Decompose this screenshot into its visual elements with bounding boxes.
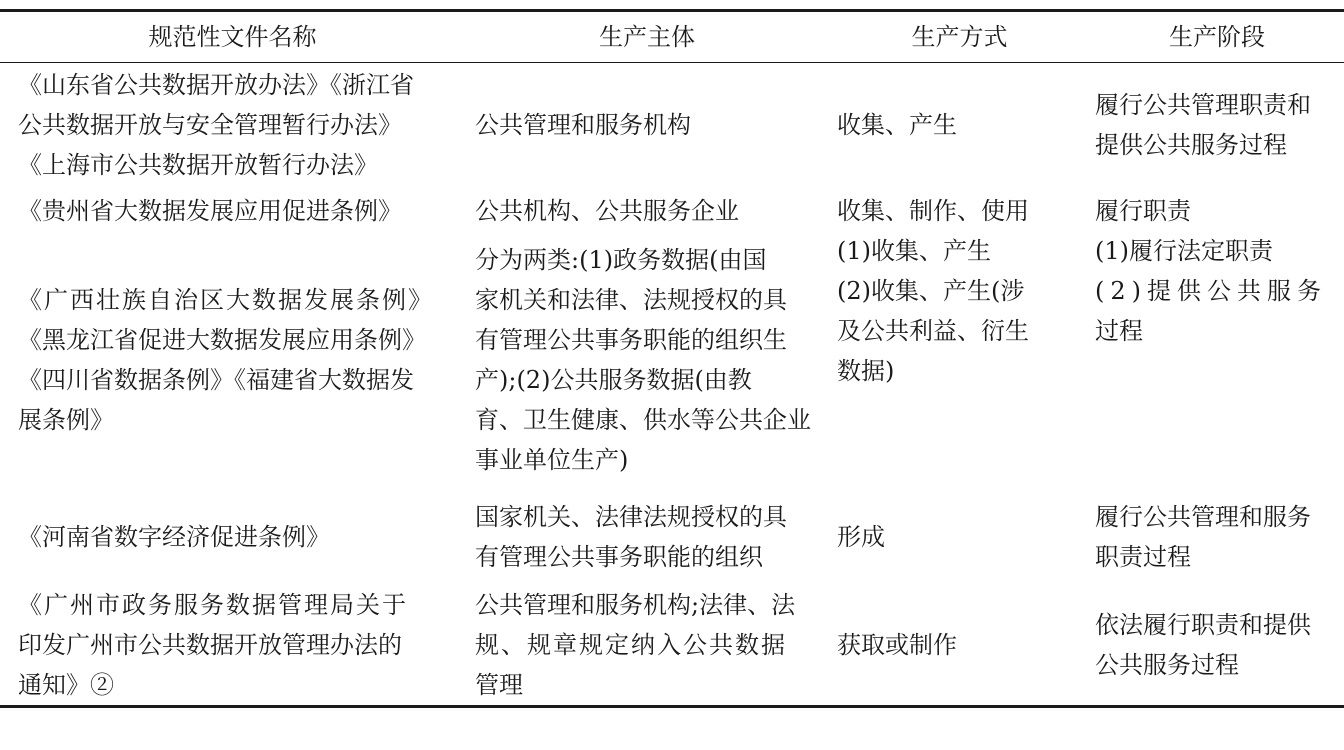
document-name-cell (0, 489, 465, 585)
producer-cell (465, 231, 829, 489)
cell-line: 获取或制作 (837, 631, 957, 659)
method-cell (829, 585, 1090, 707)
producer-cell (465, 63, 829, 188)
cell-line: 履行职责 (1095, 197, 1191, 225)
cell-line: 家机关和法律、法规授权的具 (475, 286, 787, 314)
header-document-name: 规范性文件名称 (148, 23, 317, 51)
header-production-stage: 生产阶段 (1169, 23, 1265, 51)
data-production-table (0, 9, 1344, 708)
method-cell (829, 489, 1090, 585)
cell-line: 《黑龙江省促进大数据发展应用条例》 (18, 326, 426, 354)
cell-line: 公共机构、公共服务企业 (475, 197, 739, 225)
stage-cell (1090, 187, 1344, 489)
document-name-cell (0, 231, 465, 489)
cell-line: 履行公共管理和服务 (1095, 503, 1311, 531)
cell-line: 《四川省数据条例》《福建省大数据发 (18, 366, 414, 394)
table-row (0, 585, 1344, 707)
cell-line: 履行公共管理职责和 (1095, 91, 1311, 119)
document-name-cell (0, 63, 465, 188)
cell-line: 收集、制作、使用 (837, 197, 1029, 225)
producer-cell (465, 585, 829, 707)
cell-line: 分为两类:(1)政务数据(由国 (475, 246, 767, 274)
cell-line: 提供公共服务过程 (1095, 131, 1287, 159)
cell-line: 事业单位生产) (475, 446, 629, 474)
cell-line: 公共管理和服务机构 (475, 111, 691, 139)
cell-line: 过程 (1095, 317, 1143, 345)
header-production-method: 生产方式 (911, 23, 1008, 51)
document-name-cell (0, 187, 465, 231)
cell-line: (1)收集、产生 (837, 237, 991, 265)
cell-line: 《贵州省大数据发展应用促进条例》 (18, 197, 402, 225)
producer-cell (465, 489, 829, 585)
table-row (0, 63, 1344, 188)
cell-line: 通知》② (18, 671, 114, 699)
cell-line: 国家机关、法律法规授权的具 (475, 503, 787, 531)
table-row (0, 187, 1344, 231)
cell-line: 公共数据开放与安全管理暂行办法》 (18, 111, 402, 139)
cell-line: 公共服务过程 (1095, 651, 1239, 679)
stage-cell (1090, 585, 1344, 707)
cell-line: 《广西壮族自治区大数据发展条例》 (18, 286, 434, 314)
document-name-cell (0, 585, 465, 707)
method-cell (829, 187, 1090, 231)
method-cell (829, 231, 1090, 489)
cell-line: 展条例》 (18, 406, 114, 434)
cell-line: (1)履行法定职责 (1095, 237, 1273, 265)
stage-cell (1090, 63, 1344, 188)
cell-line: 管理 (475, 671, 523, 699)
cell-line: 收集、产生 (837, 111, 957, 139)
cell-line: 有管理公共事务职能的组织 (475, 543, 763, 571)
cell-line: 《广州市政务服务数据管理局关于 (18, 591, 408, 619)
cell-line: 育、卫生健康、供水等公共企业 (475, 406, 811, 434)
cell-line: 依法履行职责和提供 (1095, 611, 1311, 639)
cell-line: 产);(2)公共服务数据(由教 (475, 366, 752, 394)
cell-line: (2)提供公共服务 (1095, 277, 1327, 305)
table-header-row (0, 11, 1344, 63)
table-row (0, 489, 1344, 585)
cell-line: 《河南省数字经济促进条例》 (18, 523, 330, 551)
cell-line: 及公共利益、衍生 (837, 317, 1029, 345)
cell-line: 有管理公共事务职能的组织生 (475, 326, 787, 354)
cell-line: 公共管理和服务机构;法律、法 (475, 591, 796, 619)
cell-line: 《上海市公共数据开放暂行办法》 (18, 151, 378, 179)
cell-line: (2)收集、产生(涉 (837, 277, 1025, 305)
header-producer: 生产主体 (599, 23, 695, 51)
method-cell (829, 63, 1090, 188)
cell-line: 形成 (837, 523, 885, 551)
cell-line: 印发广州市公共数据开放管理办法的 (18, 631, 402, 659)
cell-line: 《山东省公共数据开放办法》《浙江省 (18, 71, 414, 99)
producer-cell (465, 187, 829, 231)
cell-line: 职责过程 (1095, 543, 1191, 571)
cell-line: 数据) (837, 357, 895, 385)
stage-cell (1090, 489, 1344, 585)
cell-line: 规、规章规定纳入公共数据 (475, 631, 787, 659)
